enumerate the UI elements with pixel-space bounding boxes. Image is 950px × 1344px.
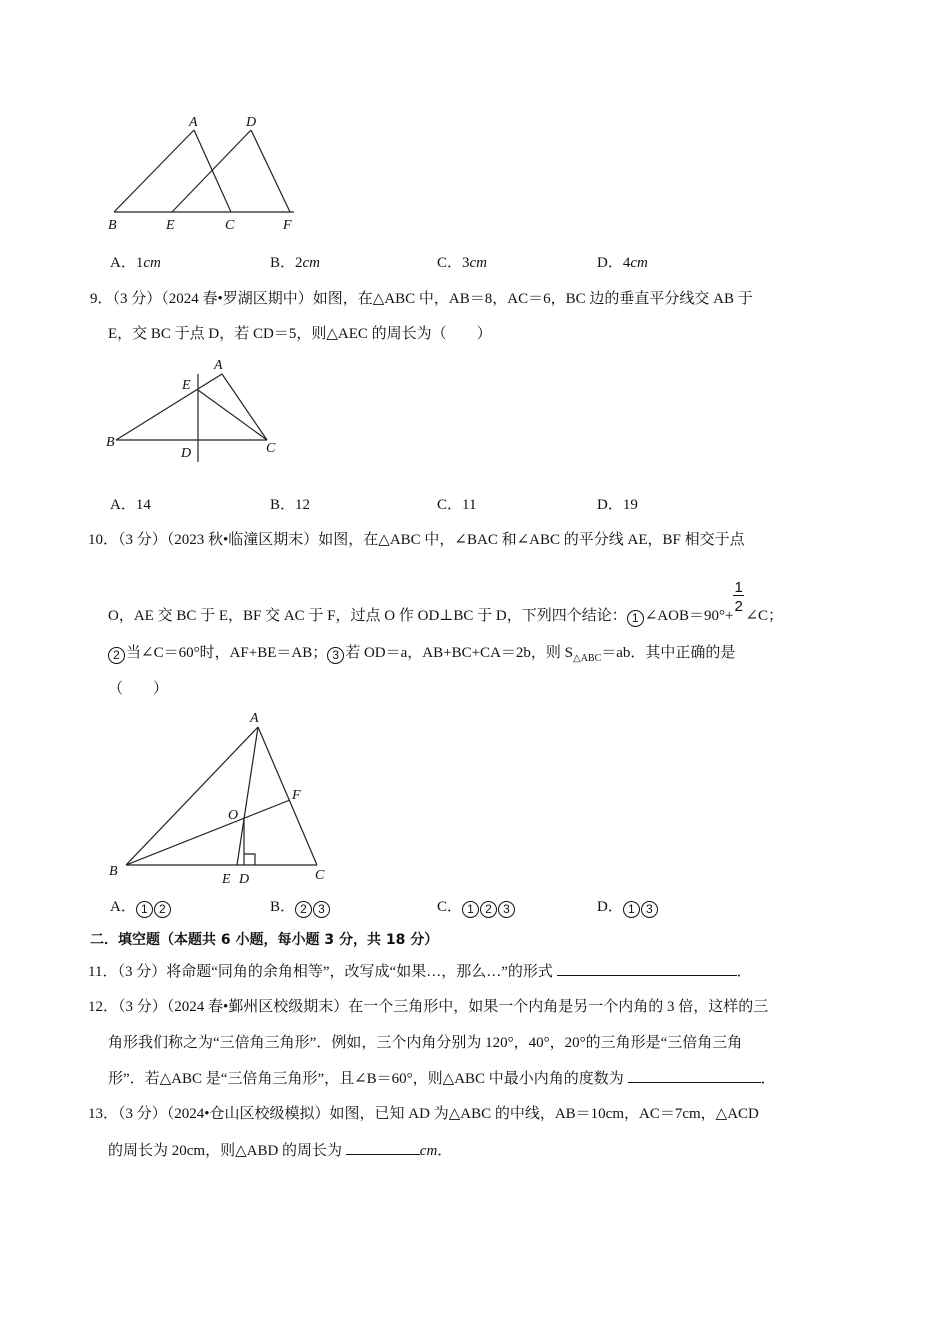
circled-number: 3 (641, 901, 658, 918)
question-text: 如图，在△ABC 中，∠BAC 和∠ABC 的平分线 AE，BF 相交于点 (318, 532, 745, 548)
option-letter: B． (270, 255, 296, 271)
circled-number: 1 (136, 901, 153, 918)
section-heading-fill-in: 二．填空题（本题共 6 小题，每小题 3 分，共 18 分） (90, 932, 439, 948)
option-letter: D． (597, 497, 623, 513)
area-subscript: △ABC (573, 653, 602, 664)
option-value: 19 (622, 497, 638, 513)
option-value: 4 (622, 255, 631, 271)
label-A: A (189, 115, 198, 130)
circled-number-3: 3 (327, 647, 344, 664)
question-text: E，交 BC 于点 D，若 CD＝5，则△AEC 的周长为（ ） (108, 326, 492, 342)
circled-number: 2 (295, 901, 312, 918)
question-source: （2024•仓山区校级模拟） (166, 1106, 330, 1122)
fraction-one-half (733, 579, 745, 620)
circled-number-1: 1 (627, 610, 644, 627)
option-unit: cm (143, 255, 161, 271)
q13-stem-line1 (88, 1104, 759, 1124)
question-text: 如图，已知 AD 为△ABC 的中线，AB＝10cm，AC＝7cm，△ACD (329, 1106, 759, 1122)
q13-stem-line2 (108, 1140, 452, 1161)
label-B: B (106, 435, 115, 450)
option-value: 2 (295, 255, 303, 271)
label-B: B (108, 218, 117, 233)
option-letter: D． (597, 255, 623, 271)
question-number: 12． (88, 999, 119, 1015)
period: ． (736, 964, 752, 980)
fraction-denominator: 2 (734, 598, 743, 615)
label-F: F (283, 218, 292, 233)
label-A: A (250, 711, 259, 726)
q12-stem-line2 (108, 1033, 742, 1053)
conclusion-1-text-end: ∠C； (745, 608, 784, 624)
q8-figure-triangles (100, 105, 320, 235)
circled-number: 1 (623, 901, 640, 918)
circled-number: 2 (154, 901, 171, 918)
question-text: 角形我们称之为“三倍角三角形”．例如，三个内角分别为 120°，40°，20°的三角形是“三倍角三角 (108, 1035, 743, 1051)
conclusion-1-text: ∠AOB＝90°+ (644, 608, 734, 624)
label-C: C (315, 868, 325, 883)
q9-option-d[interactable] (597, 495, 638, 515)
period: ． (760, 1071, 776, 1087)
label-A: A (214, 358, 223, 373)
q9-option-c[interactable] (437, 495, 476, 515)
option-letter: A． (110, 255, 136, 271)
answer-paren: （ ） (108, 681, 169, 697)
option-unit: cm (302, 255, 321, 271)
label-E: E (166, 218, 175, 233)
q9-option-b[interactable] (270, 495, 310, 515)
q13-answer-blank[interactable] (346, 1140, 420, 1155)
conclusion-3-text: 若 OD＝a，AB+BC+CA＝2b，则 S (345, 645, 573, 661)
question-source: （2024 春•鄞州区校级期末） (166, 999, 349, 1015)
option-value: 12 (295, 497, 311, 513)
question-text: O，AE 交 BC 于 E，BF 交 AC 于 F，过点 O 作 OD⊥BC 于 D，下列四个结论： (108, 608, 627, 624)
label-O: O (228, 808, 239, 823)
q11-answer-blank[interactable] (557, 961, 737, 976)
question-number: 10． (88, 532, 119, 548)
q9-stem-line1 (90, 289, 753, 309)
option-unit: cm (630, 255, 648, 271)
q10-answer-paren (108, 679, 168, 699)
circled-number: 3 (498, 901, 515, 918)
option-letter: C． (437, 899, 463, 915)
option-letter: C． (437, 497, 463, 513)
circled-number: 1 (462, 901, 479, 918)
conclusion-3-text-end: ＝ab．其中正确的是 (601, 645, 736, 661)
q8-option-b[interactable] (270, 253, 320, 273)
conclusion-2-text: 当∠C＝60°时，AF+BE＝AB； (126, 645, 328, 661)
fraction-numerator: 1 (734, 579, 743, 596)
option-letter: A． (110, 899, 136, 915)
question-text: 在一个三角形中，如果一个内角是另一个内角的 3 倍，这样的三 (348, 999, 769, 1015)
label-B: B (109, 864, 118, 879)
circled-number: 3 (313, 901, 330, 918)
label-E: E (182, 378, 191, 393)
option-letter: A． (110, 497, 136, 513)
question-text: 形”．若△ABC 是“三倍角三角形”，且∠B＝60°，则△ABC 中最小内角的度数为 (108, 1071, 624, 1087)
question-number: 13． (88, 1106, 119, 1122)
q9-stem-line2 (108, 324, 492, 344)
q12-stem-line3 (108, 1068, 776, 1089)
circled-number: 2 (480, 901, 497, 918)
q8-option-d[interactable] (597, 253, 648, 273)
question-score: （3 分） (112, 291, 162, 307)
option-unit: cm (469, 255, 488, 271)
label-E: E (222, 872, 231, 887)
option-value: 1 (135, 255, 144, 271)
q12-answer-blank[interactable] (628, 1068, 761, 1083)
option-letter: D． (597, 899, 623, 915)
option-value: 14 (135, 497, 151, 513)
question-text: 将命题“同角的余角相等”，改写成“如果…，那么…”的形式 (166, 964, 553, 980)
label-D: D (181, 446, 192, 461)
label-D: D (246, 115, 257, 130)
label-C: C (266, 441, 276, 456)
question-text: 的周长为 20cm，则△ABD 的周长为 (108, 1143, 343, 1159)
q10-option-b[interactable] (270, 897, 331, 918)
q8-option-a[interactable] (110, 253, 161, 273)
label-C: C (225, 218, 235, 233)
unit: cm (419, 1143, 438, 1159)
question-score: （3 分） (118, 532, 167, 548)
question-score: （3 分） (117, 964, 167, 980)
question-source: （2024 春•罗湖区期中） (161, 291, 313, 307)
label-F: F (292, 788, 301, 803)
q9-option-a[interactable] (110, 495, 151, 515)
q8-option-c[interactable] (437, 253, 487, 273)
option-value: 3 (462, 255, 470, 271)
q10-stem-line1 (88, 530, 745, 550)
option-letter: B． (270, 899, 296, 915)
period: ． (437, 1143, 453, 1159)
q12-stem-line1 (88, 997, 768, 1017)
question-score: （3 分） (118, 1106, 167, 1122)
fraction-bar (733, 595, 744, 596)
question-text: 如图，在△ABC 中，AB＝8，AC＝6，BC 边的垂直平分线交 AB 于 (312, 291, 753, 307)
option-letter: C． (437, 255, 463, 271)
q10-option-a[interactable] (110, 897, 172, 918)
question-number: 9． (90, 291, 113, 307)
label-D: D (239, 872, 250, 887)
question-source: （2023 秋•临潼区期末） (166, 532, 319, 548)
q10-option-c[interactable] (437, 897, 516, 918)
q10-option-d[interactable] (597, 897, 659, 918)
q11-stem (88, 961, 752, 982)
option-value: 11 (462, 497, 477, 513)
q10-stem-line3 (108, 643, 735, 669)
q10-stem-line2 (108, 579, 784, 627)
option-letter: B． (270, 497, 296, 513)
question-number: 11． (88, 964, 118, 980)
q10-figure-triangle (100, 703, 340, 888)
circled-number-2: 2 (108, 647, 125, 664)
q9-figure-triangle (100, 352, 300, 467)
question-score: （3 分） (118, 999, 167, 1015)
